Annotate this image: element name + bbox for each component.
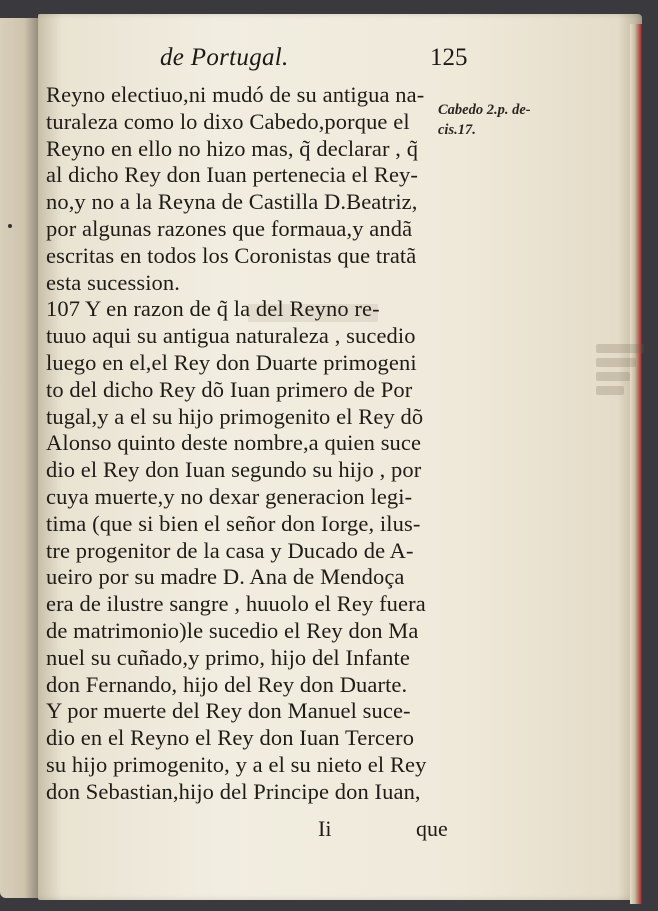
text-line: 107 Y en razon de q̃ la del Reyno re- xyxy=(46,296,380,322)
margin-note-line: cis.17. xyxy=(438,122,476,138)
text-line: cuya muerte,y no dexar generacion legi- xyxy=(46,483,413,509)
catchword: que xyxy=(416,816,448,841)
signature-mark: Ii xyxy=(318,816,332,841)
text-line: escritas en todos los Coronistas que tratã xyxy=(46,242,417,268)
text-line: no,y no a la Reyna de Castilla D.Beatriz, xyxy=(46,189,418,215)
body-text xyxy=(46,82,476,806)
text-line: don Sebastian,hijo del Principe don Iuan, xyxy=(46,778,421,804)
text-line: por algunas razones que formaua,y andã xyxy=(46,215,413,241)
text-line: tuuo aqui su antigua naturaleza , sucedio xyxy=(46,323,416,349)
page-header xyxy=(160,44,500,78)
text-line: dio el Rey don Iuan segundo su hijo , por xyxy=(46,457,422,483)
text-line: tre progenitor de la casa y Ducado de A- xyxy=(46,537,414,563)
text-line: Alonso quinto deste nombre,a quien suce xyxy=(46,430,422,456)
text-line: dio en el Reyno el Rey don Iuan Tercero xyxy=(46,725,415,751)
text-line: tugal,y a el su hijo primogenito el Rey dõ xyxy=(46,403,424,429)
text-line: nuel su cuñado,y primo, hijo del Infante xyxy=(46,644,410,670)
text-line: ueiro por su madre D. Ana de Mendoça xyxy=(46,564,405,590)
text-line: Reyno en ello no hizo mas, q̃ declarar , q̃ xyxy=(46,135,419,161)
text-line: su hijo primogenito, y a el su nieto el Rey xyxy=(46,751,427,777)
page-fore-edge xyxy=(630,24,642,904)
text-line: tima (que si bien el señor don Iorge, ilus- xyxy=(46,510,421,536)
show-through-margin xyxy=(596,344,648,404)
running-title: de Portugal. xyxy=(160,44,289,71)
margin-note xyxy=(438,100,598,140)
text-line: turaleza como lo dixo Cabedo,porque el xyxy=(46,108,410,134)
text-line: esta sucession. xyxy=(46,269,180,295)
text-line: Y por muerte del Rey don Manuel suce- xyxy=(46,698,411,724)
left-page-edge xyxy=(0,18,40,898)
text-line: don Fernando, hijo del Rey don Duarte. xyxy=(46,671,408,697)
text-line: de matrimonio)le sucedio el Rey don Ma xyxy=(46,617,419,643)
page-number: 125 xyxy=(430,44,468,71)
text-line: era de ilustre sangre , huuolo el Rey fuera xyxy=(46,591,426,617)
text-line: Reyno electiuo,ni mudó de su antigua na- xyxy=(46,82,425,107)
ink-spot xyxy=(8,224,12,228)
text-line: luego en el,el Rey don Duarte primogeni xyxy=(46,349,417,375)
text-line: to del dicho Rey dõ Iuan primero de Por xyxy=(46,376,413,402)
margin-note-line: Cabedo 2.p. de- xyxy=(438,102,531,118)
page-footer xyxy=(318,816,488,844)
text-line: al dicho Rey don Iuan pertenecia el Rey- xyxy=(46,162,418,188)
